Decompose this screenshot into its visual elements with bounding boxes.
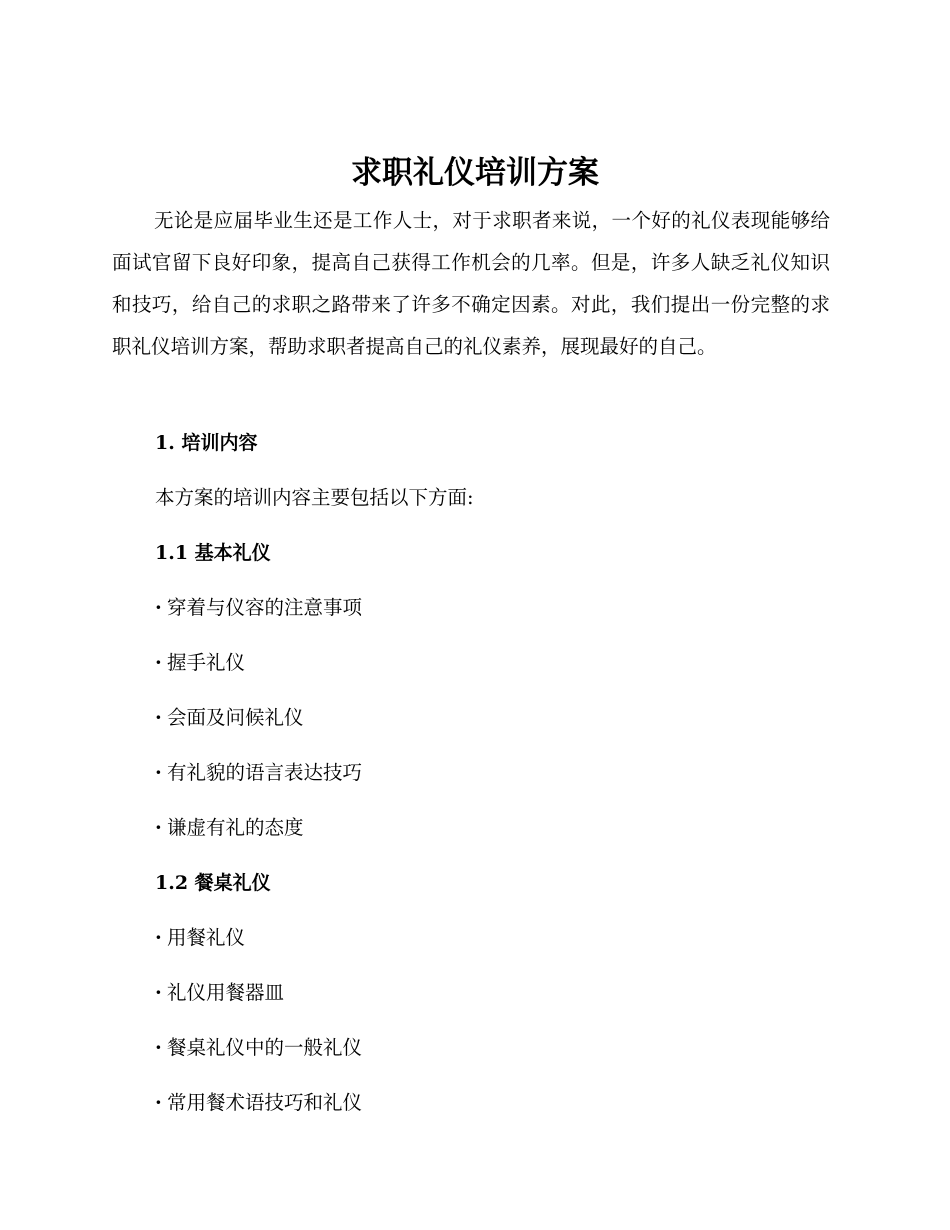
list-item — [155, 978, 284, 1008]
section-1-1-heading: 1.1 基本礼仪 — [155, 542, 271, 564]
list-item-text: 有礼貌的语言表达技巧 — [167, 761, 363, 784]
list-item-text: 餐桌礼仪中的一般礼仪 — [167, 1036, 363, 1059]
list-item — [155, 1088, 362, 1118]
bullet-icon: · — [155, 651, 162, 674]
list-item-text: 穿着与仪容的注意事项 — [167, 596, 363, 619]
bullet-icon: · — [155, 706, 162, 729]
list-item — [155, 703, 304, 733]
list-item-text: 常用餐术语技巧和礼仪 — [167, 1091, 363, 1114]
bullet-icon: · — [155, 981, 162, 1004]
list-item — [155, 648, 245, 678]
list-item — [155, 758, 362, 788]
list-item-text: 礼仪用餐器皿 — [167, 981, 285, 1004]
document-title: 求职礼仪培训方案 — [351, 155, 599, 191]
bullet-icon: · — [155, 816, 162, 839]
section-1-lead: 本方案的培训内容主要包括以下方面: — [155, 486, 474, 509]
section-1-heading: 1. 培训内容 — [155, 432, 258, 454]
list-item-text: 用餐礼仪 — [167, 926, 246, 949]
bullet-icon: · — [155, 926, 162, 949]
intro-paragraph: 无论是应届毕业生还是工作人士，对于求职者来说，一个好的礼仪表现能够给面试官留下良好印象，提高自己获得工作机会的几率。但是，许多人缺乏礼仪知识和技巧，给自己的求职之路带来了许多不确定因素。对此，我们提出一份完整的求职礼仪培训方案，帮助求职者提高自己的礼仪素养，展现最好的自己。 — [112, 209, 830, 358]
bullet-icon: · — [155, 596, 162, 619]
section-1-2-heading: 1.2 餐桌礼仪 — [155, 872, 271, 894]
list-item — [155, 593, 362, 623]
list-item-text: 握手礼仪 — [167, 651, 246, 674]
list-item-text: 谦虚有礼的态度 — [167, 816, 304, 839]
list-item-text: 会面及问候礼仪 — [167, 706, 304, 729]
bullet-icon: · — [155, 1036, 162, 1059]
bullet-icon: · — [155, 761, 162, 784]
list-item — [155, 1033, 362, 1063]
list-item — [155, 923, 245, 953]
bullet-icon: · — [155, 1091, 162, 1114]
list-item — [155, 813, 304, 843]
